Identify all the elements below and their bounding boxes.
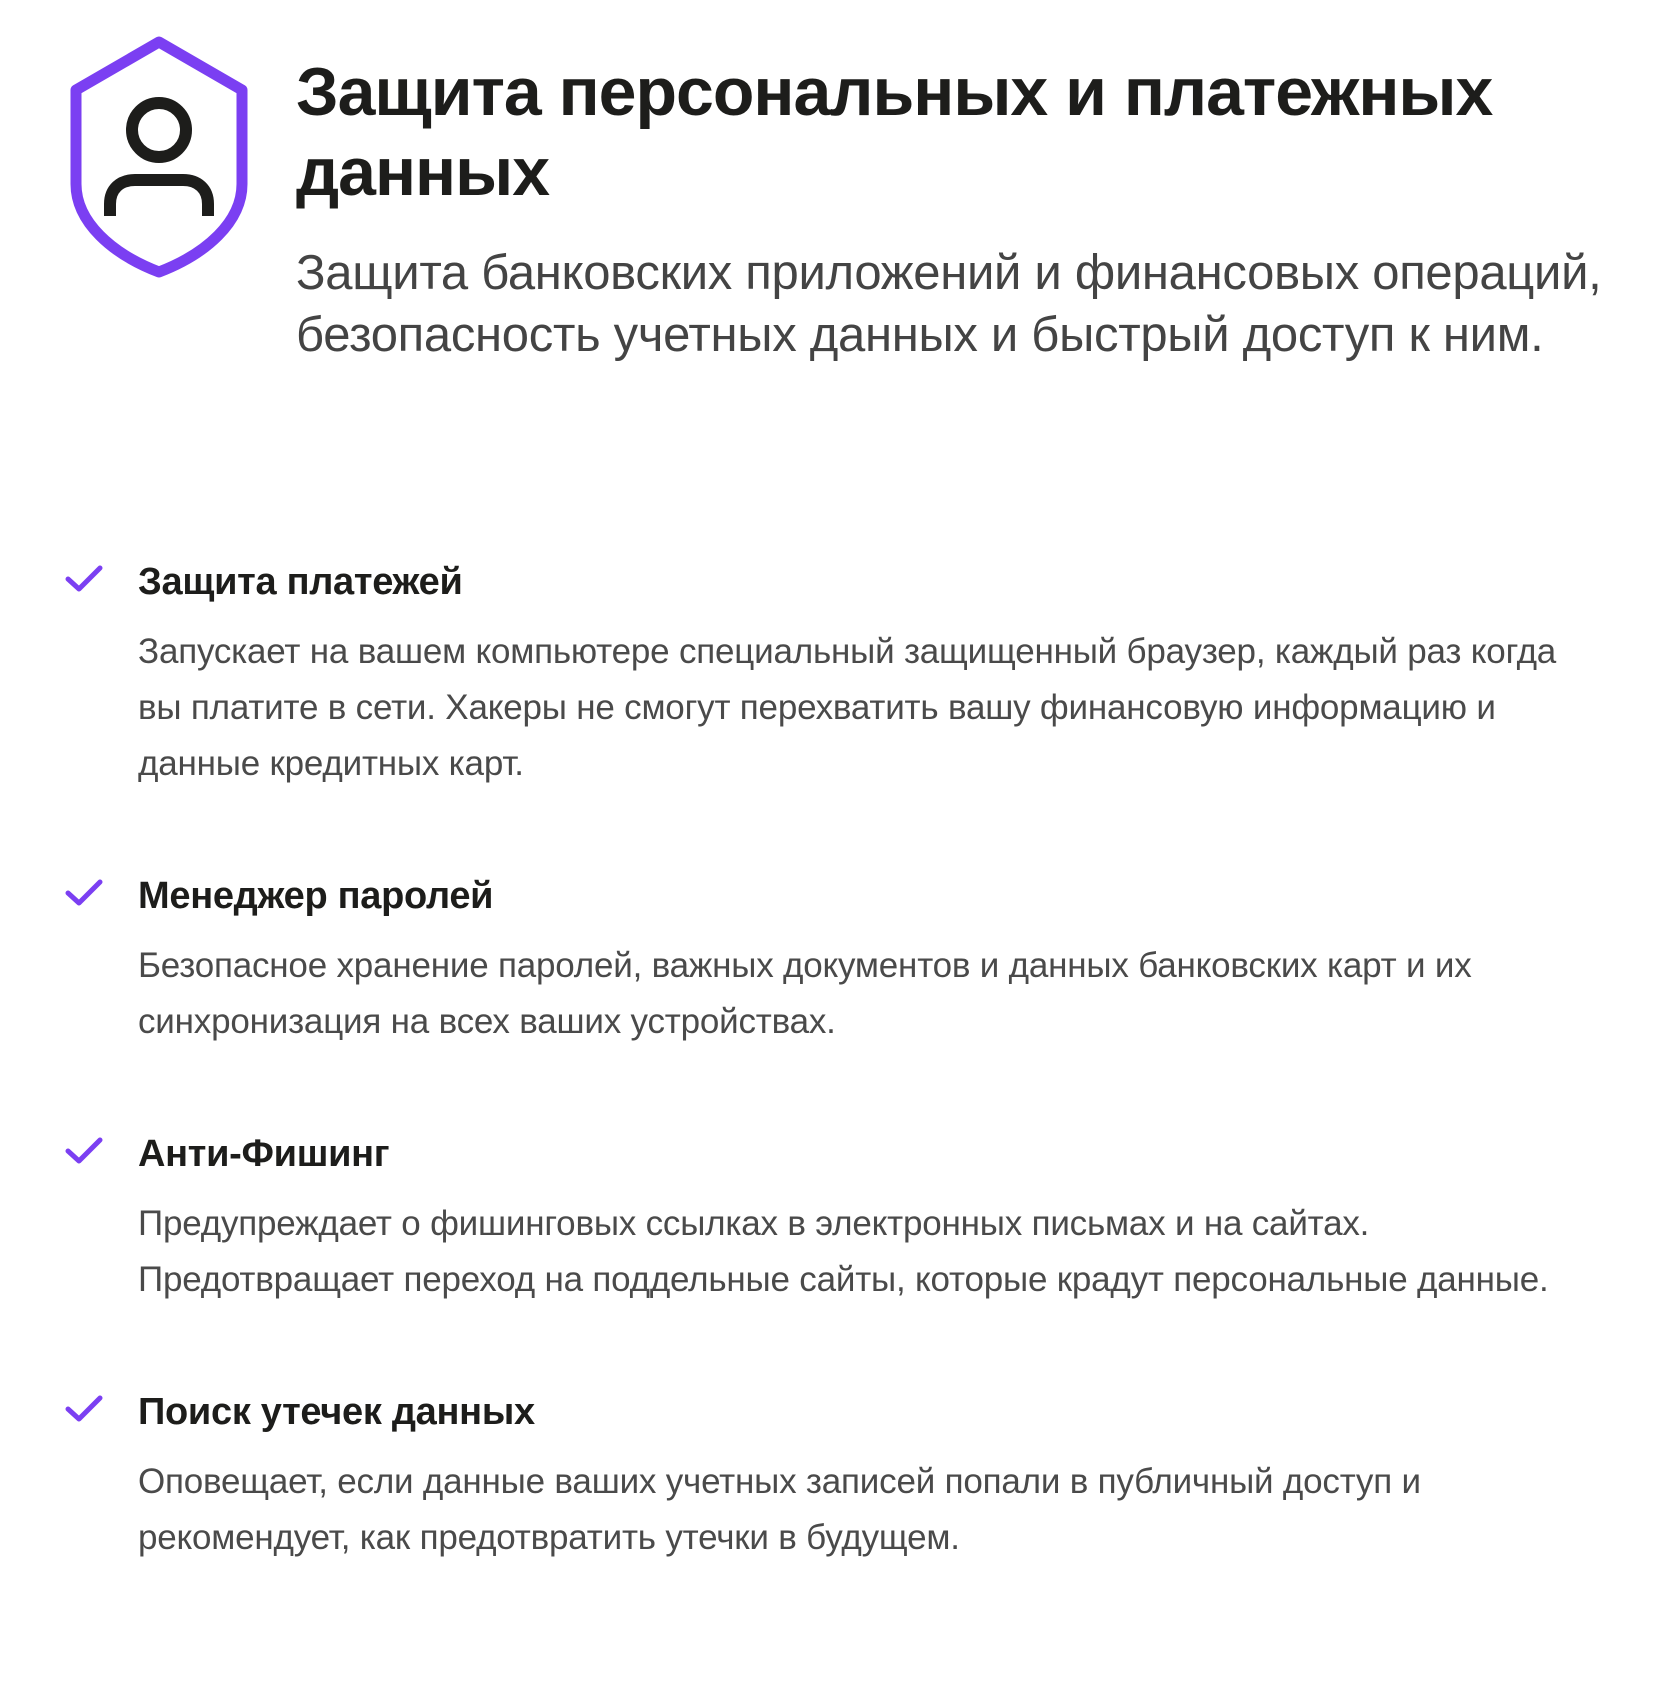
feature-description: Оповещает, если данные ваших учетных записей попали в публичный доступ и рекомендует, как предотвратить утечки в будущем. <box>138 1462 1421 1557</box>
check-icon <box>64 878 104 908</box>
shield-user-icon <box>68 34 250 280</box>
feature-item-payment-protection <box>64 558 1604 792</box>
feature-item-anti-phishing <box>64 1130 1604 1308</box>
page-title: Защита персональных и платежных данных <box>296 54 1493 210</box>
feature-title: Поиск утечек данных <box>138 1391 535 1433</box>
check-icon <box>64 1394 104 1424</box>
feature-list <box>64 558 1604 1566</box>
feature-description: Безопасное хранение паролей, важных документов и данных банковских карт и их синхронизация на всех ваших устройствах. <box>138 946 1472 1041</box>
header <box>296 52 1636 366</box>
feature-title: Анти-Фишинг <box>138 1133 390 1175</box>
feature-item-data-leak-checker <box>64 1388 1604 1566</box>
check-icon <box>64 1136 104 1166</box>
feature-title: Менеджер паролей <box>138 875 494 917</box>
page-subtitle: Защита банковских приложений и финансовых операций, безопасность учетных данных и быстрый доступ к ним. <box>296 246 1602 362</box>
feature-description: Запускает на вашем компьютере специальный защищенный браузер, каждый раз когда вы платите в сети. Хакеры не смогут перехватить вашу финансовую информацию и данные кредитных карт. <box>138 632 1557 783</box>
feature-title: Защита платежей <box>138 561 463 603</box>
feature-description: Предупреждает о фишинговых ссылках в электронных письмах и на сайтах. Предотвращает переход на поддельные сайты, которые крадут персональные данные. <box>138 1204 1549 1299</box>
feature-item-password-manager <box>64 872 1604 1050</box>
check-icon <box>64 564 104 594</box>
